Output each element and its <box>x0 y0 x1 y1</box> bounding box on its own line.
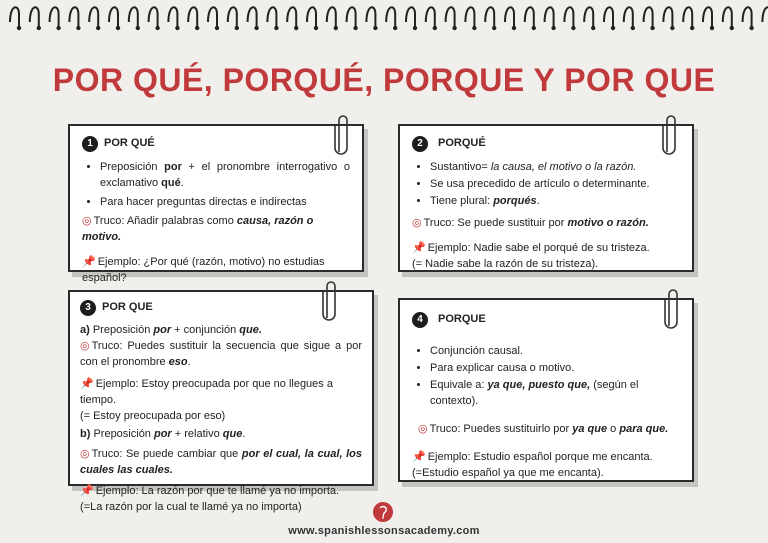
spiral-hole <box>254 26 258 30</box>
spiral-ring <box>525 7 534 26</box>
spiral-ring <box>168 7 177 26</box>
example-equivalent: (=La razón por la cual te llamé ya no importa) <box>80 501 302 514</box>
spiral-hole <box>492 26 496 30</box>
spiral-ring <box>287 7 296 26</box>
spiral-ring <box>386 7 395 26</box>
number-badge: 4 <box>412 312 428 328</box>
spiral-ring <box>267 7 276 26</box>
bullet-list <box>412 344 680 410</box>
spiral-ring <box>89 7 98 26</box>
spiral-ring <box>10 7 19 26</box>
spiral-hole <box>314 26 318 30</box>
card-header <box>412 312 680 328</box>
spiral-hole <box>512 26 516 30</box>
spiral-hole <box>591 26 595 30</box>
spiral-hole <box>670 26 674 30</box>
spiral-ring <box>663 7 672 26</box>
spiral-ring <box>723 7 732 26</box>
spiral-hole <box>373 26 377 30</box>
target-icon: ◎ <box>80 339 90 352</box>
spiral-hole <box>631 26 635 30</box>
spiral-ring <box>683 7 692 26</box>
spiral-hole <box>551 26 555 30</box>
spiral-hole <box>274 26 278 30</box>
spiral-hole <box>393 26 397 30</box>
spiral-ring <box>604 7 613 26</box>
card-heading: PORQUE <box>438 313 486 326</box>
brand-logo-icon <box>373 502 393 522</box>
example-line: 📌 Ejemplo: La razón por que te llamé ya no importa. <box>80 484 362 500</box>
spiral-ring <box>426 7 435 26</box>
spiral-ring <box>188 7 197 26</box>
target-icon: ◎ <box>418 422 428 435</box>
number-badge: 2 <box>412 136 428 152</box>
spiral-ring <box>743 7 752 26</box>
spiral-hole <box>690 26 694 30</box>
spiral-hole <box>195 26 199 30</box>
example-equivalent: (=Estudio español ya que me encanta). <box>412 466 604 479</box>
spiral-ring <box>30 7 39 26</box>
list-item: • Tiene plural: porqués. <box>430 194 680 210</box>
spiral-ring <box>644 7 653 26</box>
example-line: 📌 Ejemplo: ¿Por qué (razón, motivo) no estudias español? <box>82 255 325 284</box>
list-item: • Se usa precedido de artículo o determinante. <box>430 177 680 193</box>
spiral-hole <box>76 26 80 30</box>
spiral-ring <box>307 7 316 26</box>
target-icon: ◎ <box>80 447 90 460</box>
list-item: • Preposición por + el pronombre interrogativo o exclamativo qué. <box>100 160 350 192</box>
spiral-hole <box>155 26 159 30</box>
spiral-ring <box>465 7 474 26</box>
spiral-ring <box>762 7 768 26</box>
spiral-ring <box>624 7 633 26</box>
spiral-ring <box>485 7 494 26</box>
card-header <box>82 136 350 152</box>
target-icon: ◎ <box>82 214 92 227</box>
spiral-hole <box>730 26 734 30</box>
list-item: • Para explicar causa o motivo. <box>430 361 680 377</box>
spiral-hole <box>650 26 654 30</box>
spiral-hole <box>532 26 536 30</box>
spiral-hole <box>96 26 100 30</box>
spiral-hole <box>235 26 239 30</box>
example-equivalent: (= Nadie sabe la razón de su tristeza). <box>412 257 599 270</box>
pushpin-icon: 📌 <box>82 255 96 268</box>
example-line: 📌 Ejemplo: Estudio español porque me encanta. <box>412 450 680 466</box>
spiral-ring <box>109 7 118 26</box>
paperclip-icon <box>322 278 340 326</box>
section-a: a) Preposición por + conjunción que. <box>80 324 262 336</box>
spiral-ring <box>366 7 375 26</box>
example-equivalent: (= Estoy preocupada por eso) <box>80 409 226 422</box>
example-line: 📌 Ejemplo: Estoy preocupada por que no llegues a tiempo. <box>80 377 333 406</box>
paperclip-icon <box>664 286 682 334</box>
list-item: • Sustantivo= la causa, el motivo o la razón. <box>430 160 680 176</box>
tip-line: ◎ Truco: Puedes sustituir la secuencia que sigue a por con el pronombre eso. <box>80 339 362 368</box>
spiral-ring <box>584 7 593 26</box>
list-item: • Conjunción causal. <box>430 344 680 360</box>
tip-line: ◎ Truco: Puedes sustituirlo por ya que o para que. <box>412 422 680 438</box>
spiral-hole <box>710 26 714 30</box>
spiral-ring <box>228 7 237 26</box>
spiral-hole <box>452 26 456 30</box>
card-header <box>412 136 680 152</box>
section-b: b) Preposición por + relativo que. <box>80 427 246 440</box>
paperclip-icon <box>662 112 680 160</box>
spiral-hole <box>571 26 575 30</box>
card-heading: PORQUÉ <box>438 137 486 150</box>
spiral-ring <box>347 7 356 26</box>
tip-line: ◎ Truco: Se puede sustituir por motivo o razón. <box>412 216 680 232</box>
spiral-hole <box>37 26 41 30</box>
spiral-hole <box>433 26 437 30</box>
spiral-ring <box>129 7 138 26</box>
spiral-ring <box>406 7 415 26</box>
spiral-ring <box>703 7 712 26</box>
bullet-list <box>82 160 350 211</box>
card-porque-conjunction <box>398 298 694 482</box>
page-title: POR QUÉ, PORQUÉ, PORQUE Y POR QUE <box>52 62 716 98</box>
pushpin-icon: 📌 <box>80 377 94 390</box>
paperclip-icon <box>334 112 352 160</box>
card-heading: POR QUE <box>102 301 153 314</box>
footer-website: www.spanishlessonsacademy.com <box>288 525 480 537</box>
spiral-hole <box>215 26 219 30</box>
spiral-ring <box>208 7 217 26</box>
pushpin-icon: 📌 <box>412 241 426 254</box>
card-porque-noun <box>398 124 694 272</box>
spiral-hole <box>116 26 120 30</box>
pushpin-icon: 📌 <box>412 450 426 463</box>
spiral-ring <box>69 7 78 26</box>
spiral-ring <box>564 7 573 26</box>
list-item: • Para hacer preguntas directas e indirectas <box>100 195 350 211</box>
number-badge: 1 <box>82 136 98 152</box>
card-por-que <box>68 124 364 284</box>
spiral-hole <box>353 26 357 30</box>
spiral-hole <box>294 26 298 30</box>
spiral-hole <box>611 26 615 30</box>
number-badge: 3 <box>80 300 96 316</box>
spiral-ring <box>149 7 158 26</box>
spiral-hole <box>413 26 417 30</box>
spiral-hole <box>334 26 338 30</box>
tip-line: ◎ Truco: Añadir palabras como causa, razón o motivo. <box>82 214 314 243</box>
spiral-ring <box>505 7 514 26</box>
spiral-ring <box>327 7 336 26</box>
spiral-ring <box>545 7 554 26</box>
spiral-hole <box>17 26 21 30</box>
target-icon: ◎ <box>412 216 422 229</box>
spiral-binding <box>0 0 768 40</box>
tip-line: ◎ Truco: Se puede cambiar que por el cual, la cual, los cuales las cuales. <box>80 447 362 476</box>
card-heading: POR QUÉ <box>104 137 155 150</box>
spiral-hole <box>472 26 476 30</box>
spiral-ring <box>50 7 59 26</box>
pushpin-icon: 📌 <box>80 485 94 498</box>
spiral-hole <box>136 26 140 30</box>
spiral-ring <box>446 7 455 26</box>
card-header <box>80 300 362 316</box>
spiral-hole <box>56 26 60 30</box>
bullet-list <box>412 160 680 210</box>
list-item: • Equivale a: ya que, puesto que, (según el contexto). <box>430 378 680 410</box>
spiral-hole <box>175 26 179 30</box>
spiral-ring <box>248 7 257 26</box>
example-line: 📌 Ejemplo: Nadie sabe el porqué de su tristeza. <box>412 241 680 257</box>
spiral-hole <box>749 26 753 30</box>
